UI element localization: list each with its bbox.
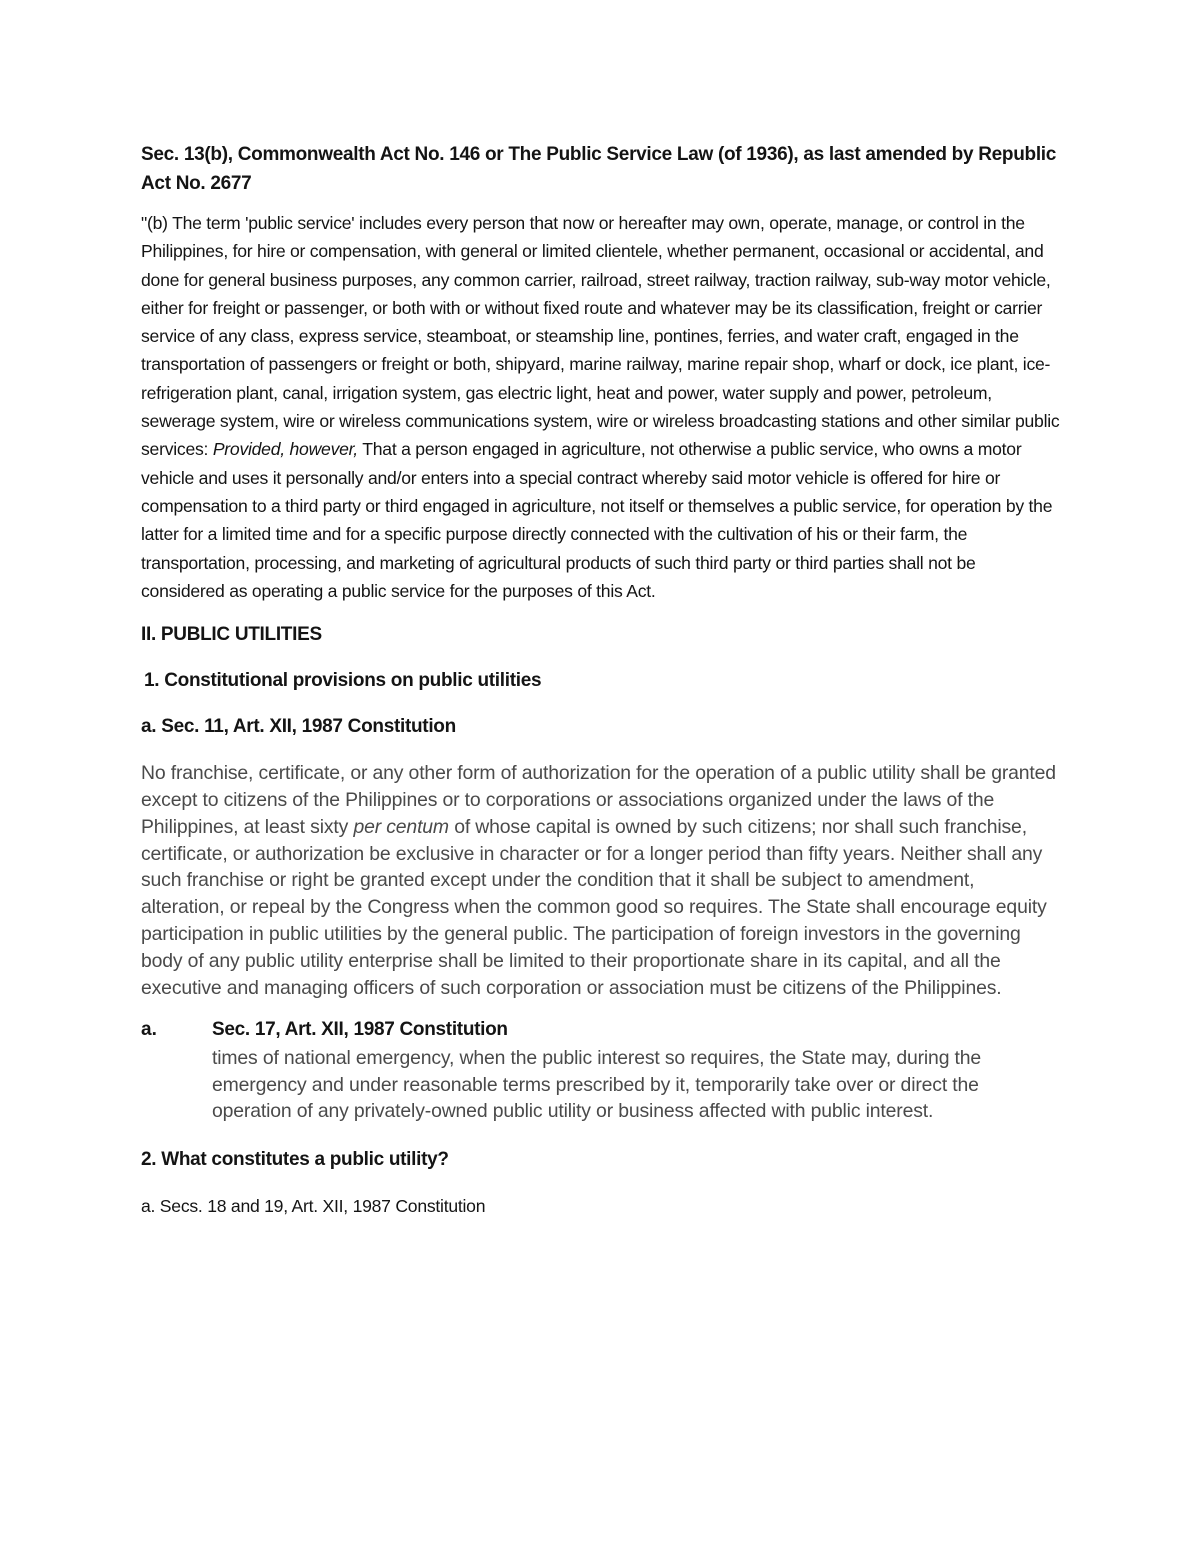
subheading-sec-11: a. Sec. 11, Art. XII, 1987 Constitution [141, 716, 456, 738]
section-heading-public-utilities: II. PUBLIC UTILITIES [141, 624, 322, 646]
list-item-sec-17 [141, 1017, 1063, 1125]
list-marker: a. [141, 1019, 157, 1041]
paragraph-text: No franchise, certificate, or any other form of authorization for the operation of a public utility shall be granted except to citizens of the Philippines or to corporations or associations organized under the laws of the Philippines, at least sixty [141, 762, 1056, 838]
subheading-what-constitutes: 2. What constitutes a public utility? [141, 1148, 449, 1170]
subheading-constitutional-provisions: 1. Constitutional provisions on public utilities [144, 670, 542, 692]
public-service-definition-paragraph [141, 209, 1063, 605]
paragraph-text: "(b) The term 'public service' includes every person that now or hereafter may own, operate, manage, or control in the Philippines, for hire or compensation, with general or limited clientele, whether permanent, occasional or accidental, and done for general business purposes, any common carrier, railroad, street railway, traction railway, sub-way motor vehicle, either for freight or passenger, or both with or without fixed route and whatever may be its classification, freight or carrier service of any class, express service, steamboat, or steamship line, pontines, ferries, and water craft, engaged in the transportation of passengers or freight or both, shipyard, marine railway, marine repair shop, wharf or dock, ice plant, ice-refrigeration plant, canal, irrigation system, gas electric light, heat and power, water supply and power, petroleum, sewerage system, wire or wireless communications system, wire or wireless broadcasting stations and other similar public services: [141, 213, 1060, 460]
list-paragraph: times of national emergency, when the public interest so requires, the State may, during the emergency and under reasonable terms prescribed by it, temporarily take over or direct the operation of any privately-owned public utility or business affected with public interest. [212, 1047, 982, 1123]
italic-phrase: per centum [353, 815, 449, 838]
document-content [141, 140, 1063, 1219]
italic-phrase: Provided, however, [212, 439, 358, 460]
paragraph-text-continued: of whose capital is owned by such citizens; nor shall such franchise, certificate, or authorization be exclusive in character or for a longer period than fifty years. Neither shall any such franchise or right be granted except under the condition that it shall be subject to amendment, alteration, or repeal by the Congress when the common good so requires. The State shall encourage equity participation in public utilities by the general public. The participation of foreign investors in the governing body of any public utility enterprise shall be limited to their proportionate share in its capital, and all the executive and managing officers of such corporation or association must be citizens of the Philippines. [141, 815, 1047, 999]
paragraph-text-continued: That a person engaged in agriculture, not otherwise a public service, who owns a motor vehicle and uses it personally and/or enters into a special contract whereby said motor vehicle is offered for hire or compensation to a third party or third engaged in agriculture, not itself or themselves a public service, for operation by the latter for a limited time and for a specific purpose directly connected with the cultivation of his or their farm, the transportation, processing, and marketing of agricultural products of such third party or third parties shall not be considered as operating a public service for the purposes of this Act. [141, 439, 1053, 601]
list-heading: Sec. 17, Art. XII, 1987 Constitution [212, 1019, 508, 1041]
document-title: Sec. 13(b), Commonwealth Act No. 146 or The Public Service Law (of 1936), as last amended by Republic Act No. 2677 [141, 144, 1057, 194]
sec-11-paragraph [141, 760, 1063, 1001]
secs-18-19-line: a. Secs. 18 and 19, Art. XII, 1987 Constitution [141, 1195, 486, 1216]
